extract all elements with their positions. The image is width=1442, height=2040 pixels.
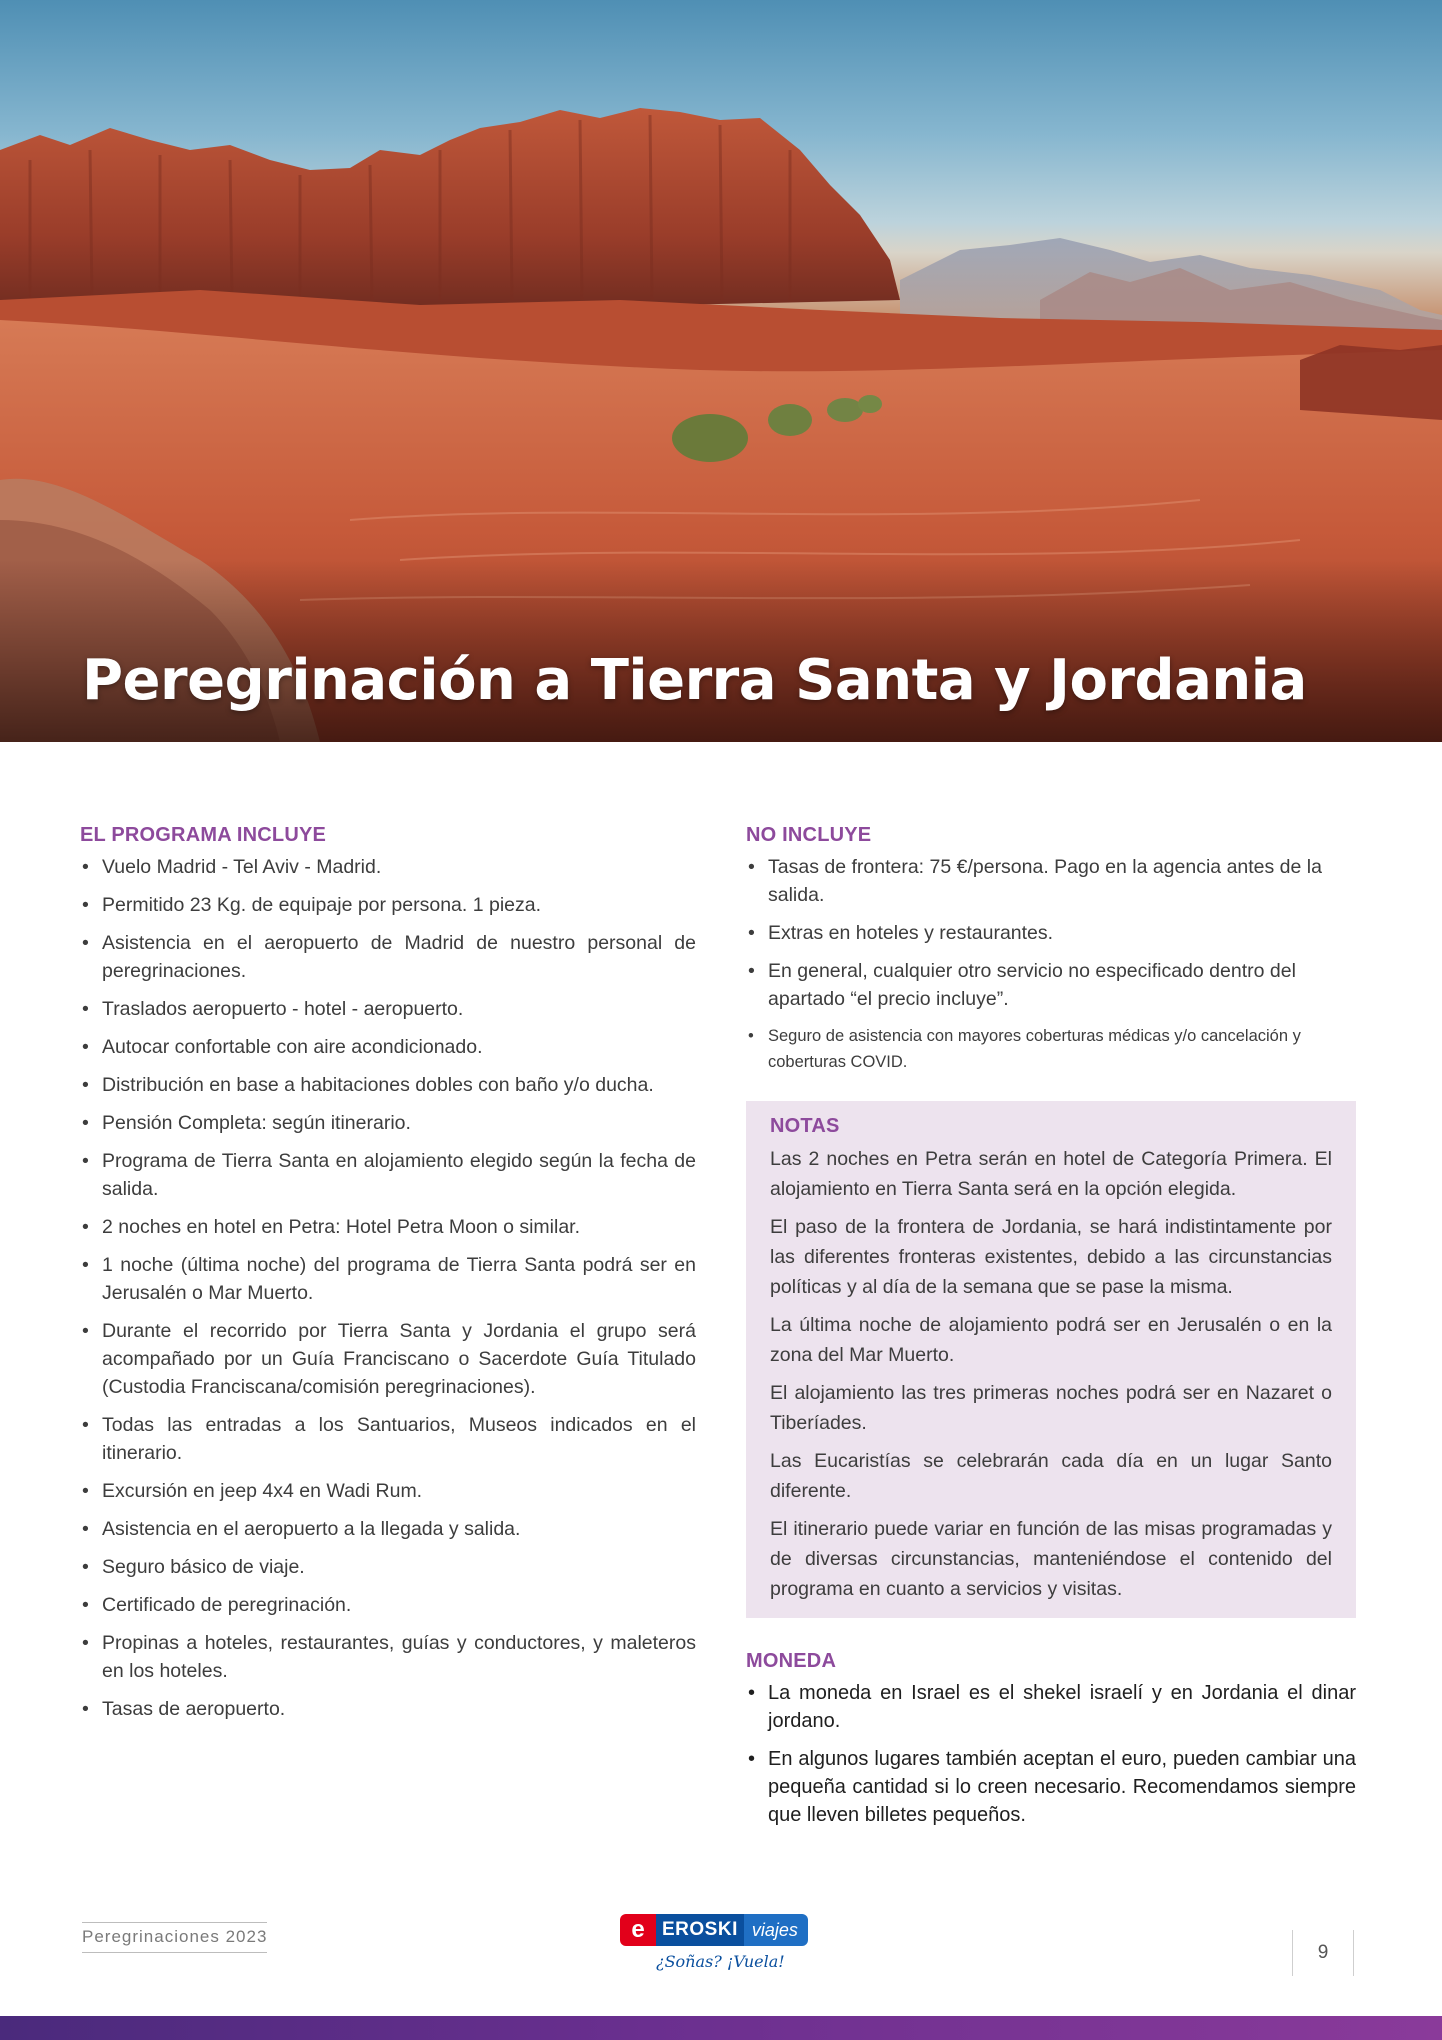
logo-brand: EROSKI	[656, 1914, 744, 1946]
moneda-item: • La moneda en Israel es el shekel israelí y en Jordania el dinar jordano.	[746, 1679, 1356, 1735]
moneda-section	[746, 1650, 1356, 1829]
right-column	[746, 824, 1356, 1839]
page-title: Peregrinación a Tierra Santa y Jordania	[82, 648, 1307, 713]
programa-item: • Vuelo Madrid - Tel Aviv - Madrid.	[80, 853, 696, 881]
programa-item: • Programa de Tierra Santa en alojamiento elegido según la fecha de salida.	[80, 1147, 696, 1203]
no-incluye-heading: NO INCLUYE	[746, 824, 872, 846]
programa-item: • Certificado de peregrinación.	[80, 1591, 696, 1619]
moneda-heading: MONEDA	[746, 1650, 837, 1672]
programa-item: • Autocar confortable con aire acondicionado.	[80, 1033, 696, 1061]
notas-paragraph: Las Eucaristías se celebrarán cada día en un lugar Santo diferente.	[770, 1450, 1332, 1502]
no-incluye-item: • En general, cualquier otro servicio no especificado dentro del apartado “el precio incluye”.	[746, 957, 1356, 1013]
programa-item: • Permitido 23 Kg. de equipaje por persona. 1 pieza.	[80, 891, 696, 919]
no-incluye-item: • Seguro de asistencia con mayores coberturas médicas y/o cancelación y coberturas COVID.	[746, 1023, 1356, 1075]
moneda-item: • En algunos lugares también aceptan el euro, pueden cambiar una pequeña cantidad si lo creen necesario. Recomendamos siempre que lleven billetes pequeños.	[746, 1745, 1356, 1829]
programa-item: • Excursión en jeep 4x4 en Wadi Rum.	[80, 1477, 696, 1505]
left-column	[80, 824, 696, 1733]
notas-paragraph: El itinerario puede variar en función de las misas programadas y de diversas circunstancias, manteniéndose el contenido del programa en cuanto a servicios y visitas.	[770, 1518, 1332, 1600]
programa-item: • Asistencia en el aeropuerto de Madrid de nuestro personal de peregrinaciones.	[80, 929, 696, 985]
no-incluye-item: • Extras en hoteles y restaurantes.	[746, 919, 1356, 947]
no-incluye-item: • Tasas de frontera: 75 €/persona. Pago en la agencia antes de la salida.	[746, 853, 1356, 909]
programa-item: • Tasas de aeropuerto.	[80, 1695, 696, 1723]
notas-heading: NOTAS	[770, 1115, 840, 1137]
programa-item: • Seguro básico de viaje.	[80, 1553, 696, 1581]
hero-image	[0, 0, 1442, 742]
programa-item: • 1 noche (última noche) del programa de Tierra Santa podrá ser en Jerusalén o Mar Muerto.	[80, 1251, 696, 1307]
page-number: 9	[1292, 1930, 1354, 1976]
logo-mark	[620, 1914, 808, 1946]
no-incluye-list	[746, 853, 1356, 1075]
programa-item: • Todas las entradas a los Santuarios, Museos indicados en el itinerario.	[80, 1411, 696, 1467]
notas-paragraph: El paso de la frontera de Jordania, se hará indistintamente por las diferentes fronteras existentes, debido a las circunstancias políticas y al día de la semana que se pase la misma.	[770, 1216, 1332, 1298]
bottom-color-bar	[0, 2016, 1442, 2040]
programa-item: • 2 noches en hotel en Petra: Hotel Petra Moon o similar.	[80, 1213, 696, 1241]
notas-paragraph: El alojamiento las tres primeras noches podrá ser en Nazaret o Tiberíades.	[770, 1382, 1332, 1434]
notas-paragraph: La última noche de alojamiento podrá ser en Jerusalén o en la zona del Mar Muerto.	[770, 1314, 1332, 1366]
programa-heading: EL PROGRAMA INCLUYE	[80, 824, 327, 846]
moneda-list	[746, 1679, 1356, 1829]
notas-box	[746, 1101, 1356, 1618]
programa-item: • Pensión Completa: según itinerario.	[80, 1109, 696, 1137]
eroski-viajes-logo	[620, 1914, 830, 1982]
programa-item: • Durante el recorrido por Tierra Santa y Jordania el grupo será acompañado por un Guía Franciscano o Sacerdote Guía Titulado (Custodia Franciscana/comisión peregrinaciones).	[80, 1317, 696, 1401]
desert-landscape-illustration	[0, 0, 1442, 742]
programa-list	[80, 853, 696, 1723]
logo-suffix: viajes	[744, 1914, 808, 1946]
logo-e-icon: e	[620, 1914, 656, 1946]
programa-item: • Traslados aeropuerto - hotel - aeropuerto.	[80, 995, 696, 1023]
programa-item: • Distribución en base a habitaciones dobles con baño y/o ducha.	[80, 1071, 696, 1099]
footer-label: Peregrinaciones 2023	[82, 1922, 267, 1953]
programa-item: • Asistencia en el aeropuerto a la llegada y salida.	[80, 1515, 696, 1543]
logo-tagline: ¿Soñas? ¡Vuela!	[656, 1952, 785, 1971]
programa-item: • Propinas a hoteles, restaurantes, guías y conductores, y maleteros en los hoteles.	[80, 1629, 696, 1685]
notas-paragraph: Las 2 noches en Petra serán en hotel de Categoría Primera. El alojamiento en Tierra Santa será en la opción elegida.	[770, 1148, 1332, 1200]
